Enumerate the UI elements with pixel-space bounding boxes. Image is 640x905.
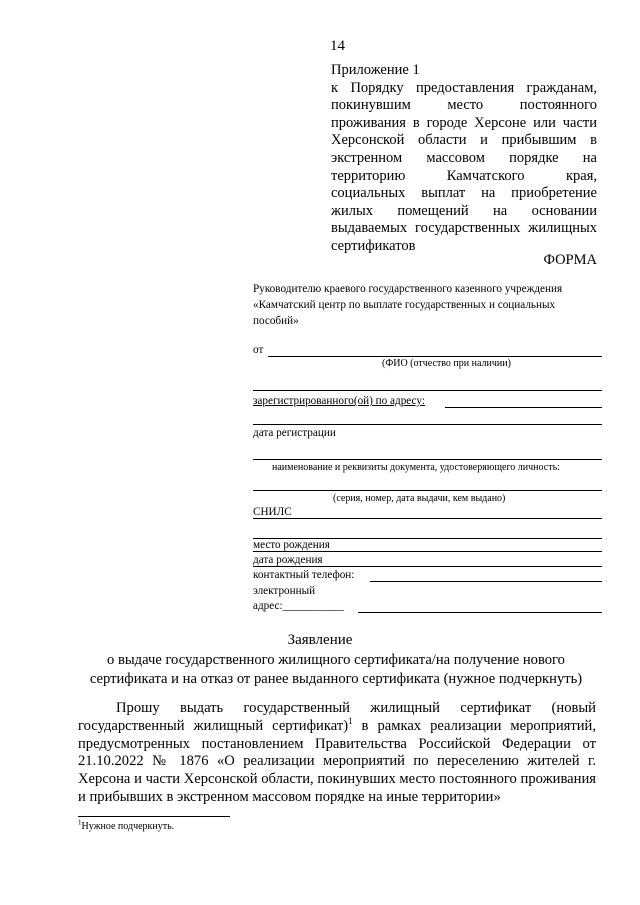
identity-document-details-caption: (серия, номер, дата выдачи, кем выдано): [333, 493, 506, 504]
forma-label: ФОРМА: [543, 252, 597, 268]
appendix-title: Приложение 1: [331, 62, 420, 78]
phone-field[interactable]: [370, 581, 602, 582]
identity-document-field[interactable]: [253, 490, 602, 491]
statement-title: Заявление: [287, 632, 353, 648]
footnote-text: Нужное подчеркнуть.: [81, 821, 175, 832]
addressee: Руководителю краевого государственного казенного учреждения «Камчатский центр по выплате государственных и социальных пособий»: [253, 283, 563, 327]
statement-subtitle: о выдаче государственного жилищного сертификата/на получение нового сертификата и на отказ от ранее выданного сертификата (нужное подчеркнуть): [89, 652, 583, 687]
birthplace-label: место рождения: [253, 539, 330, 551]
snils-label: СНИЛС: [253, 506, 292, 518]
phone-label: контактный телефон:: [253, 569, 355, 581]
identity-document-caption: наименование и реквизиты документа, удостоверяющего личность:: [272, 462, 560, 473]
footnote: [78, 818, 175, 832]
footnote-reference: 1: [348, 715, 353, 726]
fio-field[interactable]: [268, 356, 602, 357]
birthdate-field[interactable]: [253, 566, 602, 567]
appendix-header: [331, 62, 597, 256]
birthplace-field[interactable]: [253, 551, 602, 552]
birthdate-label: дата рождения: [253, 554, 323, 566]
snils-field[interactable]: [253, 518, 602, 519]
registered-address-label: зарегистрированного(ой) по адресу:: [253, 395, 425, 407]
fio-caption: (ФИО (отчество при наличии): [382, 358, 511, 369]
registration-date-label: дата регистрации: [253, 427, 336, 439]
statement-body-part1: Прошу выдать государственный жилищный сертификат (новый государственный жилищный сертификат): [78, 700, 596, 734]
email-field[interactable]: [358, 612, 602, 613]
statement-body-part2: в рамках реализации мероприятий, предусмотренных постановлением Правительства Российской Федерации от 21.10.2022 № 1876 «О реализации мероприятий по переселению жителей г. Херсона и части Херсонской области, покинувших место постоянного проживания и прибывших в экстренном массовом порядке на иные территории»: [78, 717, 597, 805]
registered-address-field[interactable]: [445, 407, 602, 408]
footnote-marker: 1: [78, 818, 82, 827]
appendix-text: к Порядку предоставления гражданам, покинувшим место постоянного проживания в городе Херсоне или части Херсонской области и прибывшим в экстренном массовом порядке на территорию Камчатского края, социальных выплат на приобретение жилых помещений на основании выдаваемых государственных жилищных сертификатов: [331, 79, 597, 254]
from-label: от: [253, 344, 264, 356]
page-number: 14: [330, 38, 345, 54]
email-label-line-2: адрес:___________: [253, 600, 345, 612]
fio-field-line-2[interactable]: [253, 390, 602, 391]
registered-address-field-line-2[interactable]: [253, 424, 602, 425]
registration-date-field[interactable]: [253, 459, 602, 460]
email-label-line-1: электронный: [253, 585, 316, 597]
statement-body: [78, 700, 596, 807]
footnote-separator: [78, 816, 230, 817]
